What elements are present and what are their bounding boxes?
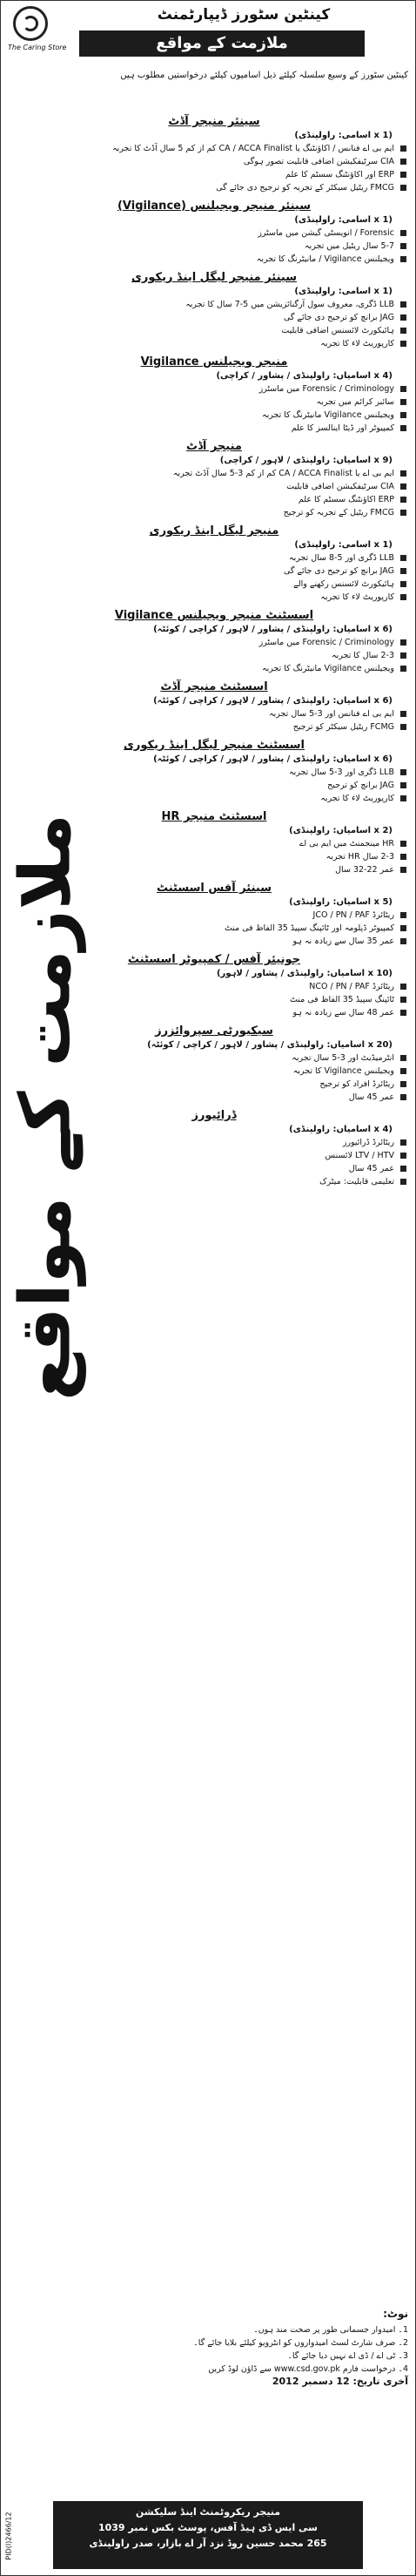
requirement-item: 2-3 سال HR تجربہ: [20, 850, 408, 863]
requirement-item: ہائیکورٹ لائسنس رکھنے والے: [20, 578, 408, 591]
post-vacancies: (6 x اسامیاں: راولپنڈی / پشاور / لاہور / کراچی / کوئٹہ): [153, 696, 393, 706]
requirement-item: ایم بی اے یا CA / ACCA Finalist کم از کم 3-5 سال آڈٹ تجربہ: [20, 467, 408, 480]
post-title: سینئر منیجر آڈٹ: [168, 115, 260, 128]
requirement-item: JAG برانچ کو ترجیح دی جائے گی: [20, 565, 408, 578]
requirement-item: CIA سرٹیفکیشن اضافی قابلیت تصور ہوگی: [20, 155, 408, 168]
post-vacancies: (10 x اسامیاں: راولپنڈی / پشاور / لاہور): [216, 969, 393, 978]
post-title: منیجر آڈٹ: [186, 440, 242, 453]
notes-section: [10, 2308, 408, 2387]
requirement-item: FMCG ریٹیل کے تجربہ کو ترجیح: [20, 506, 408, 519]
requirement-item: کارپوریٹ لاء کا تجربہ: [20, 337, 408, 350]
requirement-item: عمر 22-32 سال: [20, 863, 408, 876]
requirement-item: JAG برانچ کو ترجیح: [20, 779, 408, 792]
post-title: منیجر ویجیلنس Vigilance: [140, 355, 288, 368]
job-post: [20, 199, 408, 266]
footer-line: منیجر ریکروٹمنٹ اینڈ سلیکشن: [135, 2506, 281, 2518]
post-vacancies: (1 x اسامی: راولپنڈی): [294, 540, 393, 550]
post-vacancies: (9 x اسامیاں: راولپنڈی / لاہور / کراچی): [219, 456, 393, 465]
requirement-item: عمر 45 سال: [20, 1162, 408, 1175]
job-post: [20, 680, 408, 734]
job-post: [20, 953, 408, 1019]
requirement-item: تعلیمی قابلیت: میٹرک: [20, 1175, 408, 1188]
intro-text: کینٹین سٹورز کے وسیع سلسلہ کیلئے ذیل اسامیوں کیلئے درخواستیں مطلوب ہیں: [120, 71, 408, 80]
footer-line: سی ایس ڈی ہیڈ آفس، پوسٹ بکس نمبر 1039: [97, 2522, 319, 2533]
org-name: کینٹین سٹورز ڈیپارٹمنٹ: [157, 6, 331, 24]
job-post: [20, 739, 408, 805]
requirement-item: ٹائپنگ سپیڈ 35 الفاظ فی منٹ: [20, 993, 408, 1006]
post-vacancies: (20 x اسامیاں: راولپنڈی / پشاور / لاہور / کراچی / کوئٹہ): [147, 1040, 393, 1050]
note-item: 2۔ صرف شارٹ لسٹ امیدواروں کو انٹرویو کیلئے بلایا جائے گا۔: [193, 2338, 408, 2348]
requirement-item: LLB ڈگری اور 5-8 سال تجربہ: [20, 551, 408, 565]
requirement-item: عمر 35 سال سے زیادہ نہ ہو: [20, 935, 408, 948]
vertical-title-text: ملازمت کے مواقع: [4, 814, 86, 1401]
requirement-item: ویجیلنس Vigilance مانیٹرنگ کا تجربہ: [20, 409, 408, 422]
job-post: [20, 355, 408, 435]
notes-heading: نوٹ:: [383, 2308, 408, 2320]
job-post: [20, 1024, 408, 1104]
requirement-item: کارپوریٹ لاء کا تجربہ: [20, 591, 408, 604]
requirement-item: انٹرمیڈیٹ اور 3-5 سال تجربہ: [20, 1051, 408, 1065]
requirement-item: عمر 48 سال سے زیادہ نہ ہو: [20, 1006, 408, 1019]
logo-tagline: The Caring Store: [8, 44, 67, 51]
job-post: [20, 1109, 408, 1188]
post-vacancies: (2 x اسامیاں: راولپنڈی): [289, 826, 393, 835]
requirement-item: FCMG ریٹیل سیکٹر کو ترجیح: [20, 720, 408, 734]
requirement-item: Forensic / انویسٹی گیشن میں ماسٹرز: [20, 226, 408, 240]
post-vacancies: (4 x اسامیاں: راولپنڈی): [289, 1125, 393, 1134]
note-item: 4۔ درخواست فارم www.csd.gov.pk سے ڈاؤن لوڈ کریں: [208, 2364, 408, 2374]
requirement-item: ریٹائرڈ NCO / PN / PAF: [20, 980, 408, 993]
job-post: [20, 882, 408, 948]
requirement-item: ERP اکاؤنٹنگ سسٹم کا علم: [20, 493, 408, 506]
job-post: [20, 115, 408, 194]
job-post: [20, 524, 408, 604]
requirement-item: کارپوریٹ لاء کا تجربہ: [20, 792, 408, 805]
post-title: اسسٹنٹ منیجر ویجیلنس Vigilance: [114, 609, 314, 622]
post-title: سینئر منیجر لیگل اینڈ ریکوری: [131, 271, 297, 284]
job-post: [20, 271, 408, 350]
post-title: سیکیورٹی سپروائزرز: [155, 1024, 273, 1038]
requirement-item: ERP اور اکاؤنٹنگ سسٹم کا علم: [20, 168, 408, 181]
post-title: ڈرائیورز: [191, 1109, 237, 1122]
requirement-item: عمر 45 سال: [20, 1091, 408, 1104]
post-vacancies: (6 x اسامیاں: راولپنڈی / پشاور / لاہور / کراچی / کوئٹہ): [153, 625, 393, 634]
deadline: آخری تاریخ: 12 دسمبر 2012: [272, 2376, 408, 2387]
requirement-item: کمپیوٹر ڈپلومہ اور ٹائپنگ سپیڈ 35 الفاظ فی منٹ: [20, 922, 408, 935]
requirement-item: ایم بی اے فنانس اور 3-5 سال تجربہ: [20, 707, 408, 720]
footer-address: [53, 2501, 363, 2569]
post-vacancies: (5 x اسامیاں: راولپنڈی): [289, 897, 393, 907]
post-vacancies: (1 x اسامی: راولپنڈی): [294, 287, 393, 296]
post-title: اسسٹنٹ منیجر لیگل اینڈ ریکوری: [123, 739, 305, 752]
csd-logo: [8, 6, 67, 55]
header-banner: ملازمت کے مواقع: [79, 30, 365, 57]
requirement-item: LLB ڈگری، معروف سول آرگنائزیشن میں 5-7 سال کا تجربہ: [20, 298, 408, 311]
requirement-item: CIA سرٹیفکیشن اضافی قابلیت: [20, 480, 408, 493]
job-post: [20, 609, 408, 675]
requirement-item: 5-7 سال ریٹیل میں تجربہ: [20, 240, 408, 253]
post-vacancies: (4 x اسامیاں: راولپنڈی / پشاور / کراچی): [216, 371, 393, 381]
ad-header: [1, 1, 416, 76]
note-item: 3۔ ٹی اے / ڈی اے نہیں دیا جائے گا۔: [287, 2351, 408, 2361]
requirement-item: FMCG ریٹیل سیکٹر کے تجربہ کو ترجیح دی جائے گی: [20, 181, 408, 194]
job-post: [20, 810, 408, 876]
post-vacancies: (1 x اسامی: راولپنڈی): [294, 215, 393, 225]
post-title: منیجر لیگل اینڈ ریکوری: [149, 524, 279, 538]
requirement-item: ویجیلنس Vigilance مانیٹرنگ کا تجربہ: [20, 662, 408, 675]
post-title: سینئر آفس اسسٹنٹ: [156, 882, 272, 895]
post-title: اسسٹنٹ منیجر آڈٹ: [160, 680, 268, 693]
footer-line: 265 محمد حسین روڈ نزد آر اے بازار، صدر راولپنڈی: [89, 2538, 327, 2549]
requirement-item: Forensic / Criminology میں ماسٹرز: [20, 382, 408, 396]
requirement-item: LTV / HTV لائسنس: [20, 1149, 408, 1162]
note-item: 1۔ امیدوار جسمانی طور پر صحت مند ہوں۔: [253, 2325, 408, 2335]
post-title: اسسٹنٹ منیجر HR: [161, 810, 267, 823]
requirement-item: 2-3 سال کا تجربہ: [20, 649, 408, 662]
logo-ring-icon: [13, 6, 48, 41]
pid-text: PID(I)2466/12: [4, 2512, 13, 2560]
requirement-item: LLB ڈگری اور 3-5 سال تجربہ: [20, 766, 408, 779]
posts-list: [20, 112, 408, 1193]
requirement-item: JAG برانچ کو ترجیح دی جائے گی: [20, 311, 408, 324]
requirement-item: کمپیوٹر اور ڈیٹا اینالسز کا علم: [20, 422, 408, 435]
requirement-item: ریٹائرڈ ڈرائیورز: [20, 1136, 408, 1149]
post-vacancies: (1 x اسامی: راولپنڈی): [294, 131, 393, 140]
requirement-item: HR مینجمنٹ میں ایم بی اے: [20, 837, 408, 850]
post-title: سینئر منیجر ویجیلنس (Vigilance): [117, 199, 312, 213]
job-post: [20, 440, 408, 519]
post-title: جونیئر آفس / کمپیوٹر اسسٹنٹ: [127, 953, 301, 966]
requirement-item: Forensic / Criminology میں ماسٹرز: [20, 636, 408, 649]
requirement-item: سائبر کرائم میں تجربہ: [20, 396, 408, 409]
requirement-item: ہائیکورٹ لائسنس اضافی قابلیت: [20, 324, 408, 337]
requirement-item: ویجیلنس Vigilance / مانیٹرنگ کا تجربہ: [20, 253, 408, 266]
requirement-item: ویجیلنس Vigilance کا تجربہ: [20, 1065, 408, 1078]
pid-number: [3, 2501, 15, 2571]
requirement-item: ریٹائرڈ افراد کو ترجیح: [20, 1078, 408, 1091]
post-vacancies: (6 x اسامیاں: راولپنڈی / پشاور / لاہور / کراچی / کوئٹہ): [153, 754, 393, 764]
requirement-item: ایم بی اے فنانس / اکاؤنٹنگ یا CA / ACCA Finalist کم از کم 5 سال آڈٹ کا تجربہ: [20, 142, 408, 155]
requirement-item: ریٹائرڈ JCO / PN / PAF: [20, 909, 408, 922]
